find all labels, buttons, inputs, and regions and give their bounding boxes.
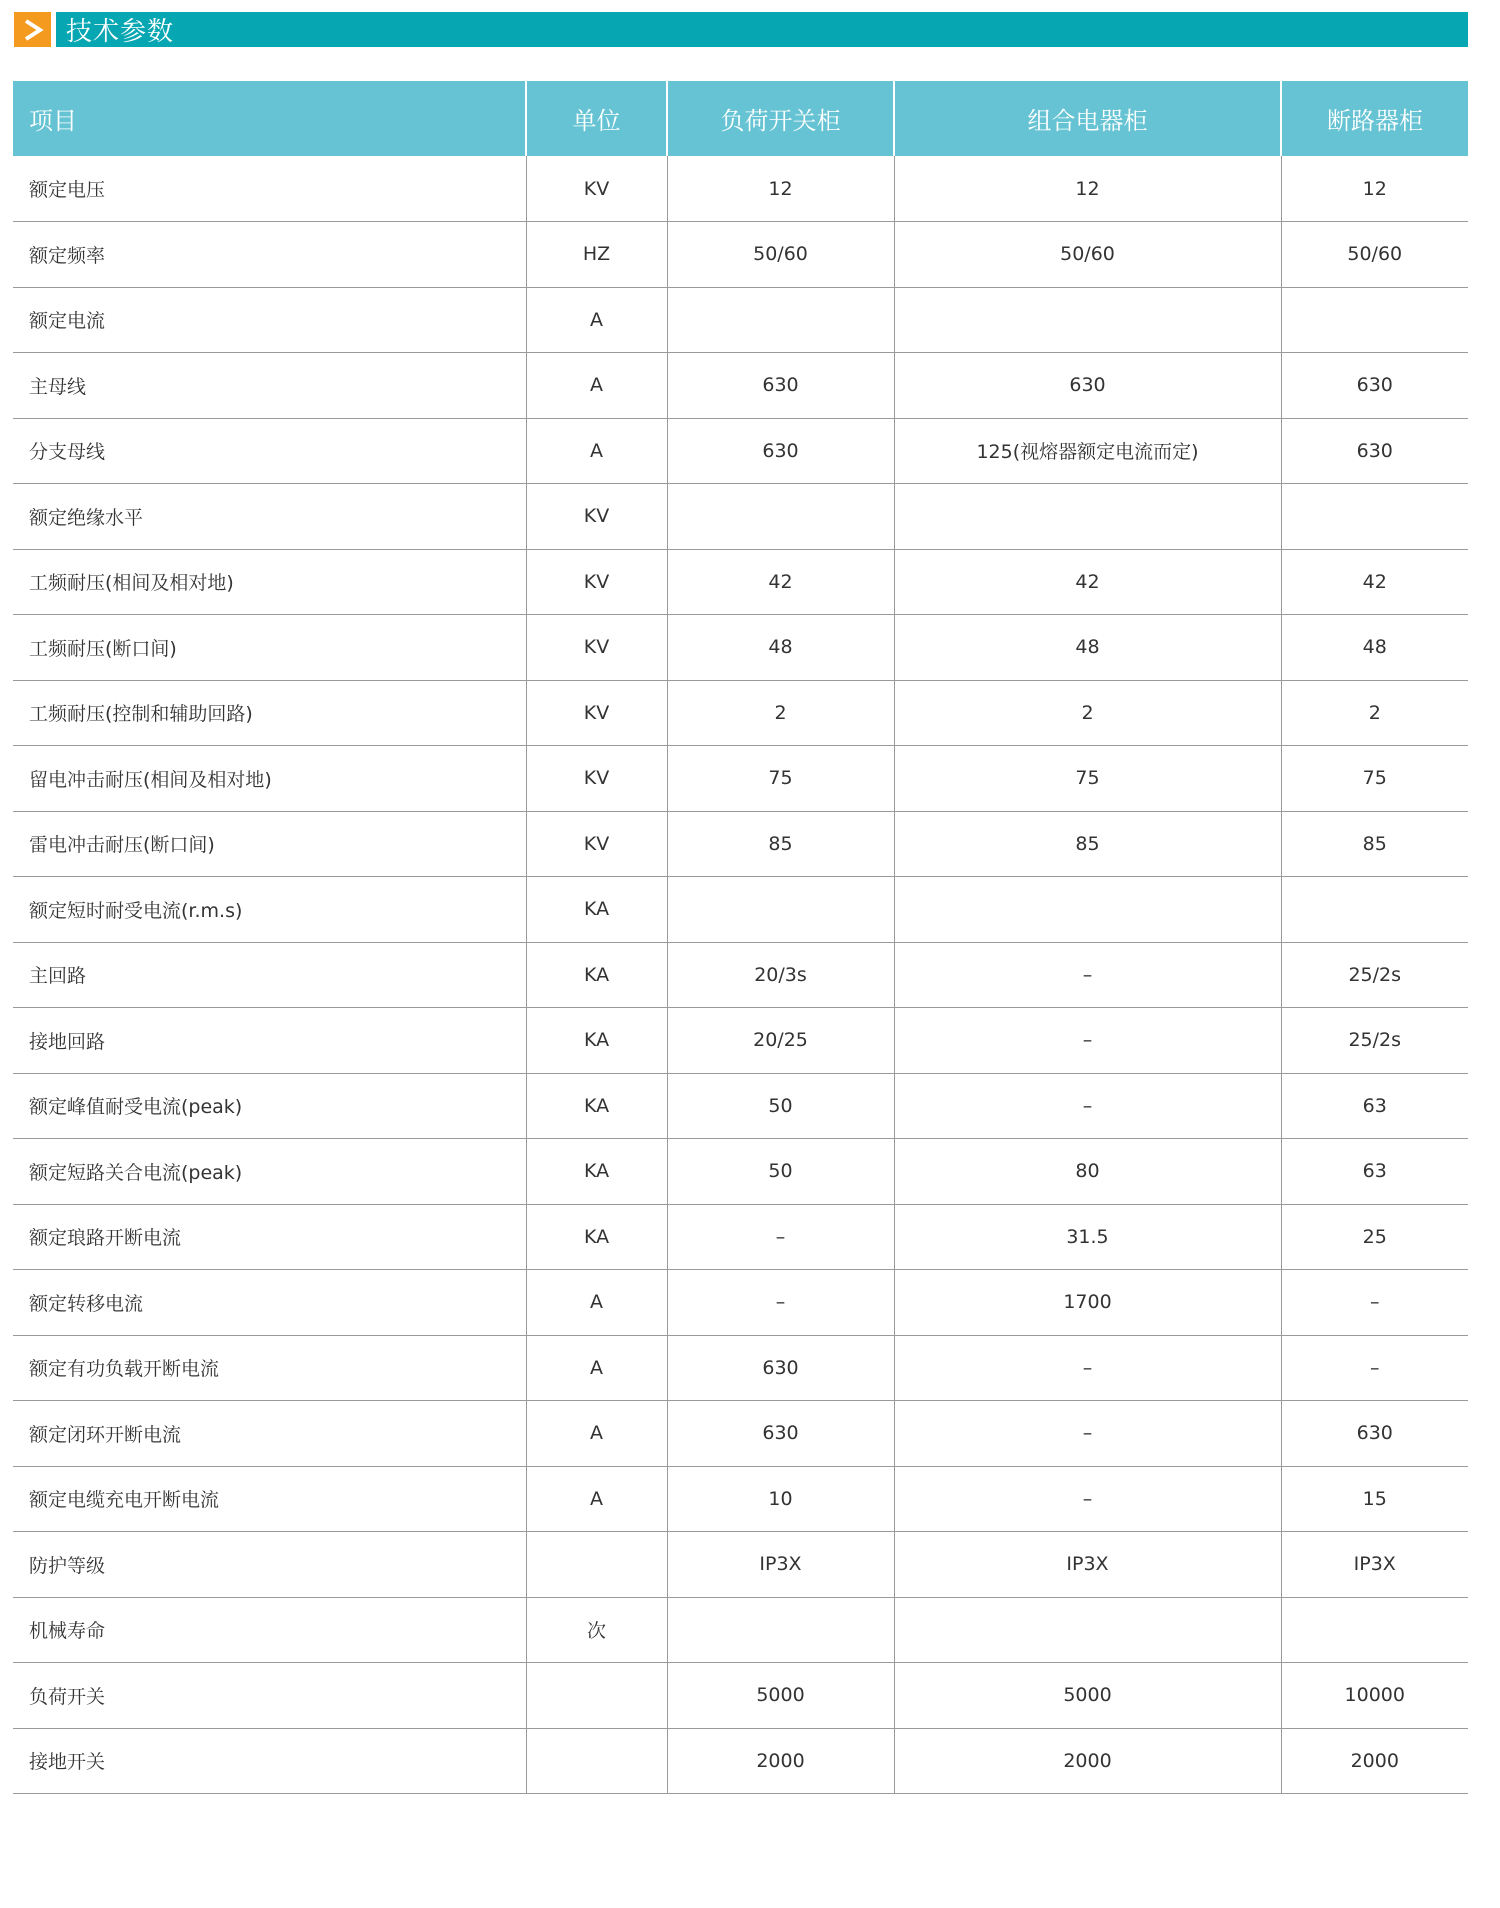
cell-load-switch-value: 20/25 xyxy=(667,1008,894,1074)
cell-breaker-value: 63 xyxy=(1281,1139,1468,1205)
header-unit: 单位 xyxy=(526,81,667,156)
cell-param-name: 额定电压 xyxy=(13,156,526,222)
cell-unit: KA xyxy=(526,1139,667,1205)
cell-load-switch-value: 630 xyxy=(667,1335,894,1401)
table-row xyxy=(13,942,1468,1008)
cell-load-switch-value: 50 xyxy=(667,1139,894,1205)
cell-breaker-value xyxy=(1281,287,1468,353)
cell-combined-apparatus-value: 31.5 xyxy=(894,1204,1281,1270)
cell-breaker-value xyxy=(1281,877,1468,943)
cell-breaker-value: – xyxy=(1281,1270,1468,1336)
cell-load-switch-value: 10 xyxy=(667,1466,894,1532)
cell-breaker-value: 25 xyxy=(1281,1204,1468,1270)
cell-param-name: 防护等级 xyxy=(13,1532,526,1598)
cell-combined-apparatus-value: – xyxy=(894,1008,1281,1074)
cell-unit: KV xyxy=(526,615,667,681)
cell-load-switch-value xyxy=(667,484,894,550)
cell-breaker-value: 25/2s xyxy=(1281,942,1468,1008)
cell-load-switch-value: 2 xyxy=(667,680,894,746)
cell-unit: KA xyxy=(526,942,667,1008)
header-combined-apparatus-cabinet: 组合电器柜 xyxy=(894,81,1281,156)
header-breaker-cabinet: 断路器柜 xyxy=(1281,81,1468,156)
cell-unit: A xyxy=(526,1401,667,1467)
cell-load-switch-value: 85 xyxy=(667,811,894,877)
cell-breaker-value: 12 xyxy=(1281,156,1468,222)
cell-combined-apparatus-value xyxy=(894,287,1281,353)
cell-load-switch-value: 42 xyxy=(667,549,894,615)
cell-breaker-value: 50/60 xyxy=(1281,222,1468,288)
table-row xyxy=(13,1073,1468,1139)
cell-combined-apparatus-value: – xyxy=(894,1466,1281,1532)
cell-load-switch-value: 48 xyxy=(667,615,894,681)
cell-load-switch-value: 5000 xyxy=(667,1663,894,1729)
cell-param-name: 接地开关 xyxy=(13,1728,526,1794)
header-load-switch-cabinet: 负荷开关柜 xyxy=(667,81,894,156)
table-header-row xyxy=(13,81,1468,156)
table-row xyxy=(13,1401,1468,1467)
cell-param-name: 额定有功负载开断电流 xyxy=(13,1335,526,1401)
cell-load-switch-value: 20/3s xyxy=(667,942,894,1008)
cell-breaker-value: IP3X xyxy=(1281,1532,1468,1598)
cell-load-switch-value: 50/60 xyxy=(667,222,894,288)
cell-param-name: 工频耐压(控制和辅助回路) xyxy=(13,680,526,746)
cell-combined-apparatus-value xyxy=(894,877,1281,943)
cell-combined-apparatus-value: IP3X xyxy=(894,1532,1281,1598)
table-row xyxy=(13,1008,1468,1074)
cell-unit: A xyxy=(526,1270,667,1336)
cell-combined-apparatus-value: 2 xyxy=(894,680,1281,746)
chevron-right-icon xyxy=(14,12,51,47)
cell-load-switch-value: 630 xyxy=(667,418,894,484)
cell-combined-apparatus-value xyxy=(894,1597,1281,1663)
cell-unit: 次 xyxy=(526,1597,667,1663)
cell-unit: KA xyxy=(526,1204,667,1270)
cell-param-name: 工频耐压(断口间) xyxy=(13,615,526,681)
table-row xyxy=(13,1663,1468,1729)
cell-combined-apparatus-value: 75 xyxy=(894,746,1281,812)
table-row xyxy=(13,1532,1468,1598)
cell-load-switch-value: 50 xyxy=(667,1073,894,1139)
cell-param-name: 机械寿命 xyxy=(13,1597,526,1663)
cell-combined-apparatus-value: – xyxy=(894,942,1281,1008)
cell-load-switch-value: 12 xyxy=(667,156,894,222)
header-item: 项目 xyxy=(13,81,526,156)
table-row xyxy=(13,680,1468,746)
cell-unit: KV xyxy=(526,549,667,615)
cell-param-name: 分支母线 xyxy=(13,418,526,484)
cell-breaker-value: 48 xyxy=(1281,615,1468,681)
cell-breaker-value: 63 xyxy=(1281,1073,1468,1139)
cell-param-name: 负荷开关 xyxy=(13,1663,526,1729)
section-title-bar xyxy=(56,12,1468,47)
cell-breaker-value: 2 xyxy=(1281,680,1468,746)
cell-param-name: 额定短时耐受电流(r.m.s) xyxy=(13,877,526,943)
table-row xyxy=(13,1466,1468,1532)
cell-combined-apparatus-value: 48 xyxy=(894,615,1281,681)
cell-unit: KV xyxy=(526,680,667,746)
table-row xyxy=(13,1204,1468,1270)
cell-load-switch-value: – xyxy=(667,1204,894,1270)
spec-table xyxy=(13,81,1468,1794)
table-row xyxy=(13,484,1468,550)
cell-combined-apparatus-value: 2000 xyxy=(894,1728,1281,1794)
table-row xyxy=(13,156,1468,222)
cell-breaker-value: 10000 xyxy=(1281,1663,1468,1729)
cell-param-name: 雷电冲击耐压(断口间) xyxy=(13,811,526,877)
cell-load-switch-value xyxy=(667,287,894,353)
cell-param-name: 额定转移电流 xyxy=(13,1270,526,1336)
cell-unit xyxy=(526,1728,667,1794)
cell-unit: A xyxy=(526,418,667,484)
cell-unit: KA xyxy=(526,1008,667,1074)
section-header xyxy=(14,12,1468,47)
cell-param-name: 额定频率 xyxy=(13,222,526,288)
cell-combined-apparatus-value: 1700 xyxy=(894,1270,1281,1336)
table-row xyxy=(13,222,1468,288)
cell-unit: KV xyxy=(526,811,667,877)
cell-breaker-value: 630 xyxy=(1281,353,1468,419)
cell-unit: HZ xyxy=(526,222,667,288)
cell-unit: A xyxy=(526,353,667,419)
cell-param-name: 留电冲击耐压(相间及相对地) xyxy=(13,746,526,812)
cell-param-name: 主回路 xyxy=(13,942,526,1008)
table-row xyxy=(13,615,1468,681)
cell-param-name: 额定电流 xyxy=(13,287,526,353)
cell-unit: KA xyxy=(526,877,667,943)
table-row xyxy=(13,1335,1468,1401)
cell-load-switch-value: 630 xyxy=(667,353,894,419)
table-row xyxy=(13,1139,1468,1205)
cell-breaker-value: 2000 xyxy=(1281,1728,1468,1794)
cell-breaker-value: 75 xyxy=(1281,746,1468,812)
cell-load-switch-value: 630 xyxy=(667,1401,894,1467)
cell-breaker-value: 630 xyxy=(1281,418,1468,484)
cell-param-name: 额定琅路开断电流 xyxy=(13,1204,526,1270)
cell-load-switch-value xyxy=(667,1597,894,1663)
cell-load-switch-value: 2000 xyxy=(667,1728,894,1794)
table-row xyxy=(13,877,1468,943)
cell-param-name: 额定电缆充电开断电流 xyxy=(13,1466,526,1532)
cell-param-name: 工频耐压(相间及相对地) xyxy=(13,549,526,615)
cell-unit xyxy=(526,1532,667,1598)
table-row xyxy=(13,287,1468,353)
cell-load-switch-value: – xyxy=(667,1270,894,1336)
cell-breaker-value: 85 xyxy=(1281,811,1468,877)
cell-combined-apparatus-value: 80 xyxy=(894,1139,1281,1205)
cell-unit: KA xyxy=(526,1073,667,1139)
table-row xyxy=(13,746,1468,812)
cell-combined-apparatus-value: 5000 xyxy=(894,1663,1281,1729)
cell-combined-apparatus-value: – xyxy=(894,1335,1281,1401)
cell-breaker-value xyxy=(1281,484,1468,550)
cell-load-switch-value xyxy=(667,877,894,943)
table-row xyxy=(13,1270,1468,1336)
table-row xyxy=(13,1597,1468,1663)
table-body xyxy=(13,156,1468,1794)
cell-param-name: 主母线 xyxy=(13,353,526,419)
cell-breaker-value: 15 xyxy=(1281,1466,1468,1532)
cell-combined-apparatus-value: 630 xyxy=(894,353,1281,419)
cell-unit xyxy=(526,1663,667,1729)
cell-unit: A xyxy=(526,1335,667,1401)
cell-breaker-value xyxy=(1281,1597,1468,1663)
cell-param-name: 额定绝缘水平 xyxy=(13,484,526,550)
cell-load-switch-value: IP3X xyxy=(667,1532,894,1598)
cell-combined-apparatus-value: 42 xyxy=(894,549,1281,615)
cell-unit: KV xyxy=(526,156,667,222)
cell-unit: A xyxy=(526,1466,667,1532)
cell-breaker-value: 42 xyxy=(1281,549,1468,615)
cell-combined-apparatus-value xyxy=(894,484,1281,550)
cell-param-name: 额定峰值耐受电流(peak) xyxy=(13,1073,526,1139)
cell-combined-apparatus-value: 12 xyxy=(894,156,1281,222)
cell-breaker-value: – xyxy=(1281,1335,1468,1401)
cell-param-name: 额定短路关合电流(peak) xyxy=(13,1139,526,1205)
table-row xyxy=(13,811,1468,877)
table-row xyxy=(13,549,1468,615)
cell-combined-apparatus-value: 85 xyxy=(894,811,1281,877)
cell-combined-apparatus-value: 125(视熔器额定电流而定) xyxy=(894,418,1281,484)
table-row xyxy=(13,418,1468,484)
table-row xyxy=(13,1728,1468,1794)
cell-combined-apparatus-value: – xyxy=(894,1073,1281,1139)
table-row xyxy=(13,353,1468,419)
cell-combined-apparatus-value: 50/60 xyxy=(894,222,1281,288)
cell-param-name: 额定闭环开断电流 xyxy=(13,1401,526,1467)
cell-param-name: 接地回路 xyxy=(13,1008,526,1074)
section-title: 技术参数 xyxy=(66,17,175,47)
cell-unit: A xyxy=(526,287,667,353)
cell-combined-apparatus-value: – xyxy=(894,1401,1281,1467)
cell-unit: KV xyxy=(526,746,667,812)
cell-load-switch-value: 75 xyxy=(667,746,894,812)
cell-unit: KV xyxy=(526,484,667,550)
cell-breaker-value: 630 xyxy=(1281,1401,1468,1467)
cell-breaker-value: 25/2s xyxy=(1281,1008,1468,1074)
